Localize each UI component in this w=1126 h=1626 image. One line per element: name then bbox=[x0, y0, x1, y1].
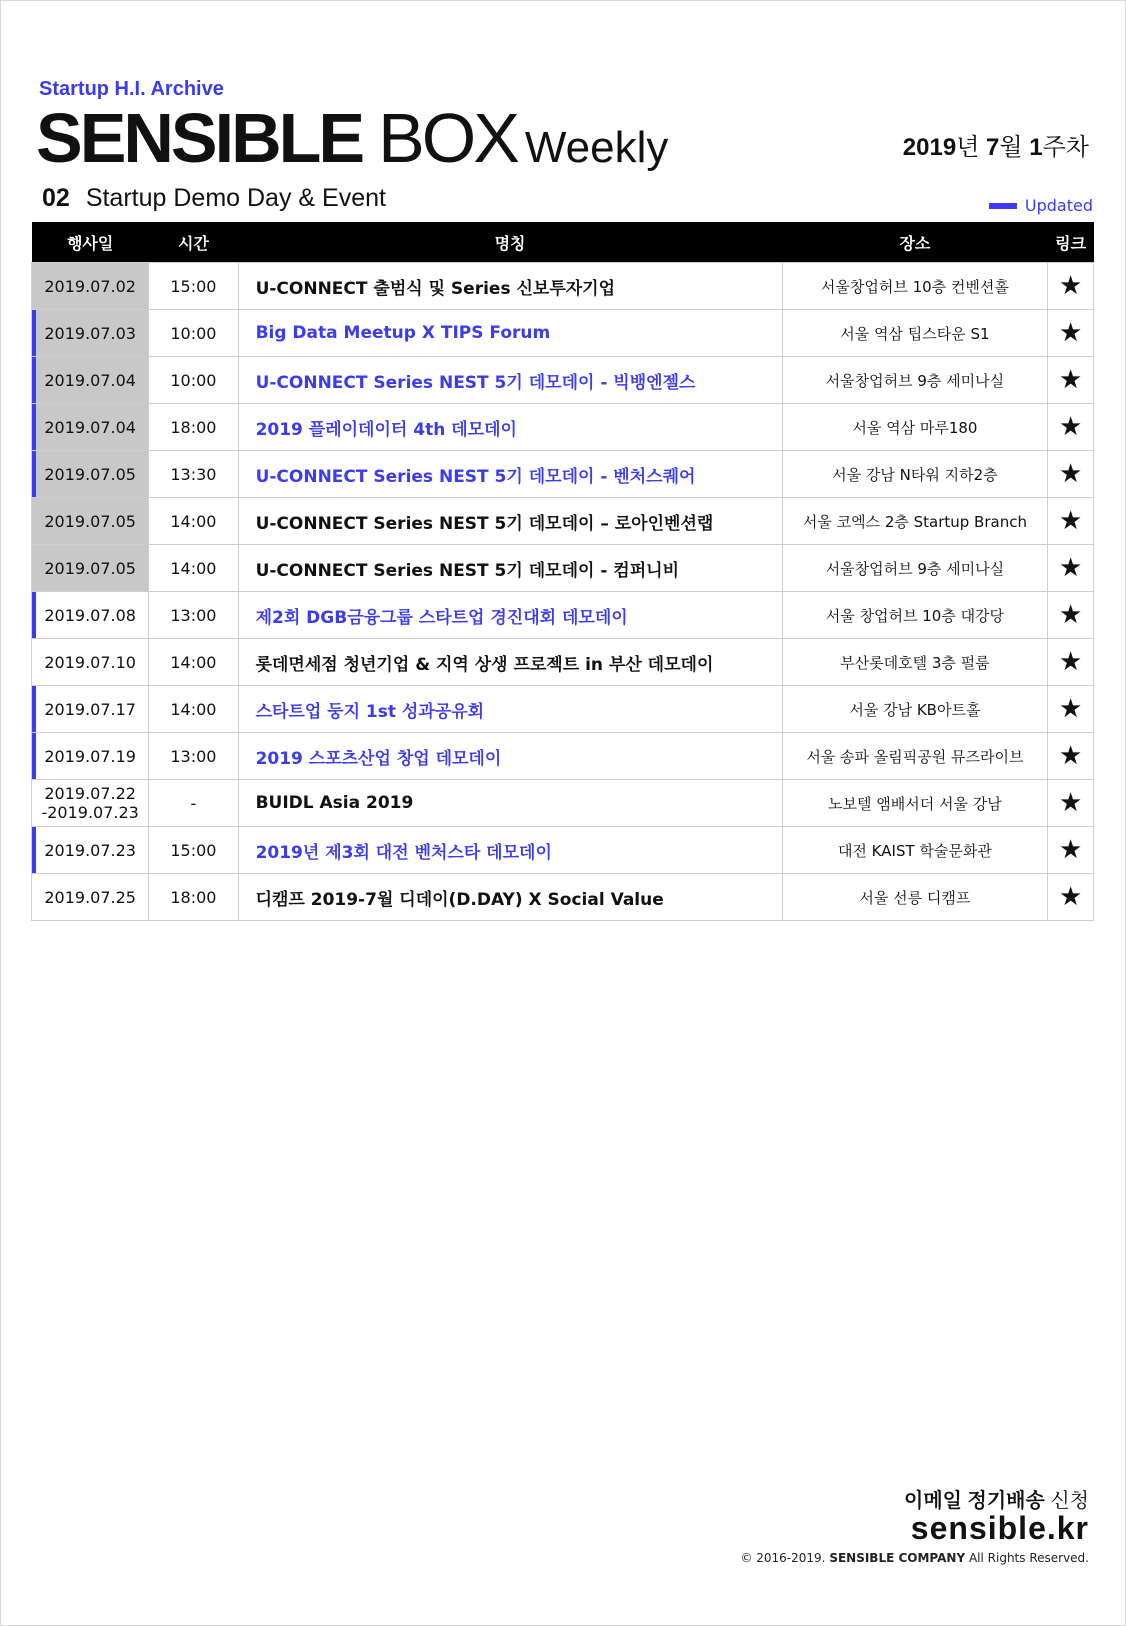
event-link-cell[interactable] bbox=[1048, 686, 1094, 733]
table-row bbox=[32, 733, 1094, 780]
event-venue-cell bbox=[782, 263, 1048, 310]
event-venue: 서울창업허브 9층 세미나실 bbox=[825, 559, 1005, 578]
table-row bbox=[32, 592, 1094, 639]
event-link-cell[interactable] bbox=[1048, 357, 1094, 404]
star-icon[interactable]: ★ bbox=[1058, 506, 1083, 536]
event-name: BUIDL Asia 2019 bbox=[255, 793, 414, 813]
event-name-cell bbox=[238, 404, 782, 451]
event-date-cell bbox=[32, 545, 149, 592]
event-date-cell bbox=[32, 451, 149, 498]
event-venue: 서울 강남 KB아트홀 bbox=[849, 700, 981, 719]
event-name: 2019 플레이데이터 4th 데모데이 bbox=[255, 419, 517, 440]
event-time: 10:00 bbox=[170, 370, 217, 390]
event-name-cell bbox=[238, 639, 782, 686]
event-venue-cell bbox=[782, 498, 1048, 545]
event-date: 2019.07.04 bbox=[44, 370, 136, 390]
issue-week: 1 bbox=[1029, 134, 1043, 161]
event-date-cell bbox=[32, 874, 149, 921]
event-date-cell bbox=[32, 404, 149, 451]
event-venue-cell bbox=[782, 827, 1048, 874]
event-name-cell bbox=[238, 545, 782, 592]
event-date: 2019.07.05 bbox=[44, 511, 136, 531]
event-time-cell bbox=[149, 498, 238, 545]
issue-year: 2019 bbox=[902, 134, 957, 161]
column-header-date: 행사일 bbox=[32, 222, 149, 263]
table-row bbox=[32, 451, 1094, 498]
event-time-cell bbox=[149, 733, 238, 780]
event-time: 10:00 bbox=[170, 323, 217, 343]
event-time-cell bbox=[149, 874, 238, 921]
event-name: U-CONNECT 출범식 및 Series 신보투자기업 bbox=[255, 278, 616, 299]
event-time: 14:00 bbox=[170, 699, 217, 719]
event-time-cell bbox=[149, 592, 238, 639]
star-icon[interactable]: ★ bbox=[1058, 694, 1083, 724]
event-name: 디캠프 2019-7월 디데이(D.DAY) X Social Value bbox=[255, 889, 664, 910]
column-header-time: 시간 bbox=[149, 222, 238, 263]
table-row bbox=[32, 263, 1094, 310]
event-venue-cell bbox=[782, 780, 1048, 827]
event-venue: 서울 선릉 디캠프 bbox=[859, 888, 971, 907]
event-time: 18:00 bbox=[170, 887, 217, 907]
event-link-cell[interactable] bbox=[1048, 874, 1094, 921]
event-date: 2019.07.05 bbox=[44, 558, 136, 578]
event-date-cell bbox=[32, 498, 149, 545]
issue-year-unit: 년 bbox=[956, 134, 980, 161]
event-name-cell bbox=[238, 310, 782, 357]
event-name-cell bbox=[238, 451, 782, 498]
event-link-cell[interactable] bbox=[1048, 498, 1094, 545]
event-venue: 서울 창업허브 10층 대강당 bbox=[825, 606, 1005, 625]
star-icon[interactable]: ★ bbox=[1058, 600, 1083, 630]
events-table bbox=[31, 222, 1094, 921]
event-time-cell bbox=[149, 686, 238, 733]
table-row bbox=[32, 686, 1094, 733]
event-date-cell bbox=[32, 686, 149, 733]
event-name-cell bbox=[238, 874, 782, 921]
table-row bbox=[32, 310, 1094, 357]
event-time-cell bbox=[149, 263, 238, 310]
event-venue: 서울창업허브 9층 세미나실 bbox=[825, 371, 1005, 390]
updated-legend bbox=[989, 196, 1093, 215]
table-header-row bbox=[32, 222, 1094, 263]
event-venue-cell bbox=[782, 592, 1048, 639]
event-name: 2019 스포츠산업 창업 데모데이 bbox=[255, 748, 502, 769]
site-url[interactable]: sensible.kr bbox=[910, 1510, 1089, 1546]
event-name-cell bbox=[238, 592, 782, 639]
event-link-cell[interactable] bbox=[1048, 545, 1094, 592]
event-date: 2019.07.19 bbox=[44, 746, 136, 766]
event-name-cell bbox=[238, 263, 782, 310]
event-venue: 노보텔 앰배서더 서울 강남 bbox=[828, 794, 1002, 813]
event-date-cell bbox=[32, 827, 149, 874]
table-row bbox=[32, 498, 1094, 545]
email-subscribe-link[interactable] bbox=[904, 1484, 1089, 1513]
event-link-cell[interactable] bbox=[1048, 263, 1094, 310]
event-time: 13:00 bbox=[170, 746, 217, 766]
issue-date bbox=[903, 127, 1089, 162]
event-venue-cell bbox=[782, 545, 1048, 592]
copyright-suffix: All Rights Reserved. bbox=[968, 1551, 1089, 1565]
star-icon[interactable]: ★ bbox=[1058, 271, 1083, 301]
event-date: 2019.07.04 bbox=[44, 417, 136, 437]
event-name: 스타트업 둥지 1st 성과공유회 bbox=[255, 701, 485, 722]
event-date-cell bbox=[32, 263, 149, 310]
event-name: U-CONNECT Series NEST 5기 데모데이 – 로아인벤션랩 bbox=[255, 513, 714, 534]
section-number: 02 bbox=[42, 184, 70, 212]
event-name: 롯데면세점 청년기업 & 지역 상생 프로젝트 in 부산 데모데이 bbox=[255, 654, 714, 675]
event-link-cell[interactable] bbox=[1048, 827, 1094, 874]
event-time-cell bbox=[149, 451, 238, 498]
table-row bbox=[32, 357, 1094, 404]
event-time-cell bbox=[149, 404, 238, 451]
event-date-end: -2019.07.23 bbox=[41, 803, 139, 822]
event-name-cell bbox=[238, 686, 782, 733]
column-header-venue: 장소 bbox=[782, 222, 1048, 263]
event-name: U-CONNECT Series NEST 5기 데모데이 - 컴퍼니비 bbox=[255, 560, 679, 581]
event-name-cell bbox=[238, 827, 782, 874]
star-icon[interactable]: ★ bbox=[1058, 882, 1083, 912]
event-venue-cell bbox=[782, 639, 1048, 686]
event-time: 13:30 bbox=[170, 464, 217, 484]
event-date: 2019.07.02 bbox=[44, 276, 136, 296]
star-icon[interactable]: ★ bbox=[1058, 647, 1083, 677]
event-link-cell[interactable] bbox=[1048, 639, 1094, 686]
brand-weekly: Weekly bbox=[524, 123, 669, 172]
event-time: 15:00 bbox=[170, 840, 217, 860]
issue-month: 7 bbox=[986, 134, 1000, 161]
event-link-cell[interactable] bbox=[1048, 310, 1094, 357]
event-link-cell[interactable] bbox=[1048, 780, 1094, 827]
updated-legend-label: Updated bbox=[1024, 196, 1093, 215]
star-icon[interactable]: ★ bbox=[1058, 412, 1083, 442]
star-icon[interactable]: ★ bbox=[1058, 835, 1083, 865]
copyright-company: SENSIBLE COMPANY bbox=[829, 1551, 966, 1565]
table-row bbox=[32, 827, 1094, 874]
star-icon[interactable]: ★ bbox=[1058, 459, 1083, 489]
event-venue: 서울 코엑스 2층 Startup Branch bbox=[802, 512, 1027, 531]
event-time: 15:00 bbox=[170, 276, 217, 296]
updated-legend-swatch bbox=[989, 203, 1017, 209]
email-subscribe-bold: 이메일 정기배송 bbox=[904, 1490, 1045, 1512]
event-link-cell[interactable] bbox=[1048, 451, 1094, 498]
event-name-cell bbox=[238, 733, 782, 780]
event-date-cell bbox=[32, 357, 149, 404]
event-date: 2019.07.22 bbox=[44, 784, 136, 803]
event-venue: 부산롯데호텔 3층 펄룸 bbox=[840, 653, 990, 672]
event-date-cell bbox=[32, 733, 149, 780]
copyright bbox=[740, 1551, 1089, 1565]
event-name: U-CONNECT Series NEST 5기 데모데이 - 벤처스퀘어 bbox=[255, 466, 696, 487]
event-venue-cell bbox=[782, 404, 1048, 451]
event-venue-cell bbox=[782, 733, 1048, 780]
event-date: 2019.07.25 bbox=[44, 887, 136, 907]
event-venue: 대전 KAIST 학술문화관 bbox=[837, 841, 992, 860]
event-name: Big Data Meetup X TIPS Forum bbox=[255, 323, 551, 343]
event-name: 2019년 제3회 대전 벤처스타 데모데이 bbox=[255, 842, 552, 863]
table-row bbox=[32, 545, 1094, 592]
event-date: 2019.07.10 bbox=[44, 652, 136, 672]
star-icon[interactable]: ★ bbox=[1058, 788, 1083, 818]
event-venue: 서울창업허브 10층 컨벤션홀 bbox=[820, 277, 1009, 296]
event-date: 2019.07.03 bbox=[44, 323, 136, 343]
event-name: 제2회 DGB금융그룹 스타트업 경진대회 데모데이 bbox=[255, 607, 628, 628]
event-venue-cell bbox=[782, 451, 1048, 498]
event-time: 14:00 bbox=[170, 511, 217, 531]
event-date: 2019.07.23 bbox=[44, 840, 136, 860]
event-time-cell bbox=[149, 357, 238, 404]
star-icon[interactable]: ★ bbox=[1058, 365, 1083, 395]
event-name: U-CONNECT Series NEST 5기 데모데이 - 빅뱅엔젤스 bbox=[255, 372, 696, 393]
table-row bbox=[32, 404, 1094, 451]
event-venue: 서울 역삼 팁스타운 S1 bbox=[840, 324, 990, 343]
event-time: 13:00 bbox=[170, 605, 217, 625]
event-date-cell bbox=[32, 639, 149, 686]
event-venue-cell bbox=[782, 357, 1048, 404]
event-link-cell[interactable] bbox=[1048, 592, 1094, 639]
issue-month-unit: 월 bbox=[999, 134, 1023, 161]
table-row bbox=[32, 874, 1094, 921]
column-header-link: 링크 bbox=[1048, 222, 1094, 263]
email-subscribe-rest: 신청 bbox=[1050, 1490, 1089, 1512]
section-heading bbox=[42, 184, 386, 213]
event-date-cell bbox=[32, 310, 149, 357]
event-name-cell bbox=[238, 780, 782, 827]
star-icon[interactable]: ★ bbox=[1058, 553, 1083, 583]
brand-logo bbox=[36, 98, 669, 177]
brand-light: BOX bbox=[378, 99, 517, 177]
event-time-cell bbox=[149, 639, 238, 686]
table-row bbox=[32, 639, 1094, 686]
event-date-cell bbox=[32, 780, 149, 827]
event-date-cell bbox=[32, 592, 149, 639]
star-icon[interactable]: ★ bbox=[1058, 741, 1083, 771]
event-time: 14:00 bbox=[170, 558, 217, 578]
event-venue-cell bbox=[782, 874, 1048, 921]
table-row bbox=[32, 780, 1094, 827]
kicker-text: Startup H.I. Archive bbox=[39, 78, 224, 100]
event-venue: 서울 강남 N타워 지하2층 bbox=[832, 465, 998, 484]
copyright-prefix: © 2016-2019. bbox=[740, 1551, 826, 1565]
event-venue: 서울 송파 올림픽공원 뮤즈라이브 bbox=[806, 747, 1024, 766]
event-venue-cell bbox=[782, 686, 1048, 733]
event-link-cell[interactable] bbox=[1048, 733, 1094, 780]
event-time-cell bbox=[149, 310, 238, 357]
event-time-cell bbox=[149, 827, 238, 874]
brand-bold: SENSIBLE bbox=[36, 99, 363, 177]
event-time: - bbox=[190, 793, 197, 813]
event-time: 18:00 bbox=[170, 417, 217, 437]
event-venue: 서울 역삼 마루180 bbox=[852, 418, 978, 437]
event-time: 14:00 bbox=[170, 652, 217, 672]
event-date: 2019.07.17 bbox=[44, 699, 136, 719]
event-date: 2019.07.05 bbox=[44, 464, 136, 484]
event-time-cell bbox=[149, 780, 238, 827]
issue-week-unit: 주차 bbox=[1042, 134, 1089, 161]
event-link-cell[interactable] bbox=[1048, 404, 1094, 451]
events-table-body bbox=[32, 263, 1094, 921]
section-title: Startup Demo Day & Event bbox=[85, 184, 386, 212]
event-name-cell bbox=[238, 357, 782, 404]
event-name-cell bbox=[238, 498, 782, 545]
event-date: 2019.07.08 bbox=[44, 605, 136, 625]
event-time-cell bbox=[149, 545, 238, 592]
column-header-name: 명칭 bbox=[238, 222, 782, 263]
event-venue-cell bbox=[782, 310, 1048, 357]
star-icon[interactable]: ★ bbox=[1058, 318, 1083, 348]
